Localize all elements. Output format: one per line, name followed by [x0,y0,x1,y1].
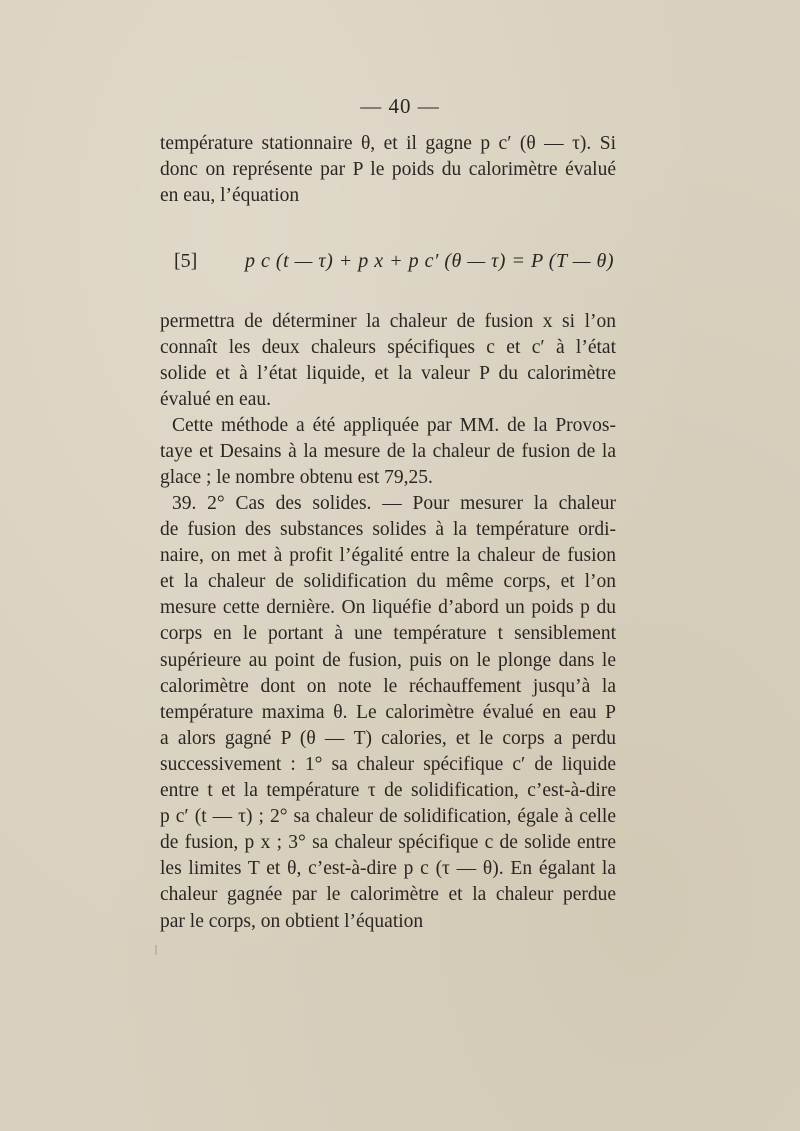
text-line: et la chaleur de solidification du même corps, et l’on [160,571,616,593]
text-line: successivement : 1° sa chaleur spécifique c′ de liquide [160,753,616,775]
text-line: de fusion des substances solides à la température ordi- [160,519,616,541]
text-line: par le corps, on obtient l’équation [160,910,424,932]
equation-body: p c (t — τ) + p x + p c′ (θ — τ) = P (T — θ) [245,250,614,272]
text-line: Cette méthode a été appliquée par MM. de la Provos- [172,415,616,436]
text-line: température stationnaire θ, et il gagne p c′ (θ — τ). Si [160,133,616,154]
text-line: glace ; le nombre obtenu est 79,25. [160,467,433,489]
text-line: permettra de déterminer la chaleur de fusion x si l’on [160,311,616,332]
paragraph-1 [160,131,616,209]
text-line: mesure cette dernière. On liquéfie d’abord un poids p du [160,597,616,619]
text-line: évalué en eau. [160,389,271,411]
text-line: les limites T et θ, c’est-à-dire p c (τ — θ). En égalant la [160,858,616,880]
page-number: — 40 — [360,94,440,118]
text-line: a alors gagné P (θ — T) calories, et le corps a perdu [160,727,616,749]
paper-speck [155,945,157,955]
text-line: chaleur gagnée par le calorimètre et la chaleur perdue [160,884,616,906]
equation-5 [174,250,614,273]
text-line: de fusion, p x ; 3° sa chaleur spécifique c de solide entre [160,832,616,854]
text-line: entre t et la température τ de solidification, c’est-à-dire [160,780,616,802]
text-line: supérieure au point de fusion, puis on le plonge dans le [160,649,616,671]
text-line: connaît les deux chaleurs spécifiques c et c′ à l’état [160,337,616,359]
text-line: naire, on met à profit l’égalité entre la chaleur de fusion [160,545,616,567]
equation-label: [5] [174,250,198,272]
text-line: calorimètre dont on note le réchauffement jusqu’à la [160,675,616,697]
text-line: donc on représente par P le poids du calorimètre évalué [160,159,616,181]
text-line: corps en le portant à une température t sensiblement [160,623,616,645]
paragraph-2 [160,309,616,413]
text-line: solide et à l’état liquide, et la valeur P du calorimètre [160,363,616,385]
paragraph-3 [160,413,616,491]
text-line: taye et Desains à la mesure de la chaleur de fusion de la [160,441,616,463]
text-line: en eau, l’équation [160,185,300,207]
text-line: 39. 2° Cas des solides. — Pour mesurer la chaleur [172,493,616,514]
text-line: p c′ (t — τ) ; 2° sa chaleur de solidification, égale à celle [160,806,616,828]
text-line: température maxima θ. Le calorimètre évalué en eau P [160,701,616,723]
paragraph-4 [160,491,616,935]
